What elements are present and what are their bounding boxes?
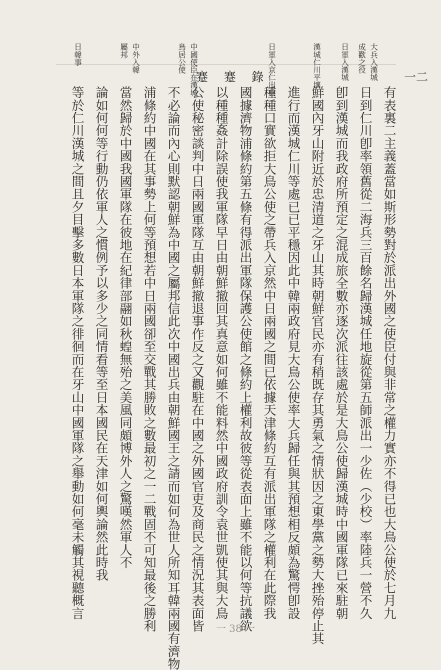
body-text-column: 種種口實欲拒大鳥公使之帶兵入京然中日兩國之間已依據天津條約互有派出軍隊之權利在此際我 [261, 86, 277, 620]
body-text-column: 當然歸於中國我國軍隊在彼地在紀律部翮如秋蝗無殆之美風同頗博外人之驚嘆然軍人不 [117, 86, 133, 569]
margin-note: 日軍入京仁出兵 [267, 43, 277, 97]
margin-note: 漢城仁川平壤 [312, 43, 322, 89]
margin-note: 中外入韓 [131, 43, 141, 74]
margin-note: 日韓事 [73, 43, 83, 66]
body-text-column: 公使秘密談判中日兩國軍隊互由朝鮮撤退事作反之又觀駐在中國之外國官吏及商民之情況其表面皆 [189, 86, 205, 633]
page-number: 一二 [404, 70, 429, 84]
margin-note: 成歡之役 [357, 43, 367, 74]
body-text-column: 以種種姦計除誤使我軍隊早日由朝鮮撤回其真意如何雖不能料然中國政府訓令袁世凱使其與大鳥 [213, 86, 229, 620]
margin-note: 屬邦 [119, 43, 129, 59]
body-text-column: 卽到漢城而我政府所預定之混成旅全數亦逐次派往該處於是大鳥公使歸漢城時中國軍隊已來駐朝 [333, 86, 349, 620]
margin-note: 日軍入漢城 [340, 43, 350, 81]
body-text-column: 進行而漢城仁川等處已已平穩因此中韓兩政府見大鳥公使率大兵歸任與其預想相反頗為驚愕卽設 [285, 86, 301, 620]
body-text-column: 日到仁川卽率領舊從二海兵三百餘名歸漢城任地旋從第五師派出一少佐（少校）率陸兵一營不久 [357, 86, 373, 620]
margin-note: 中國使臣在漢城 [189, 43, 199, 97]
body-text-column: 不必論而內心則默認朝鮮為中國之屬邦信此次中國出兵由朝鮮國王之請而如何為世人所知耳韓兩國有濟物 [165, 86, 181, 670]
body-text-column: 浦條約中國在其事勢上何等預想若中日兩國卻至交戰其勝敗之數最初之一二戰固不可知最後之勝利 [141, 86, 157, 633]
body-text-column: 等於仁川漢城之間且夕目擊多數日本軍隊之徘徊而在牙山中國軍隊之舉動如何毫未觸其視聽概言 [69, 86, 85, 620]
footer-page-mark: 一 38 一 [216, 624, 256, 635]
page-header-title: 蹇 蹇 錄 [196, 70, 270, 84]
margin-note: 大兵入漢城 [369, 43, 379, 81]
body-text-column: 鮮國內牙山附近於忠清道之牙山其時朝鮮官民亦有稍既存其勇氣之情狀因之東學黨之勢大挫殆停止其 [309, 86, 325, 645]
body-text-column: 有表裏二主義蓋當如斯形勢對於派出外國之使臣付與非常之權力實亦不得已也大鳥公使於七月九 [381, 86, 397, 620]
margin-note: 鳥居公使 [177, 43, 187, 74]
body-text-column: 論如何何等行動仍依軍人之慣例予以多少之同情看等至日本國民在天津如何輿論然此時我 [93, 86, 109, 582]
body-text-column: 國據濟物浦條約第五條有得派出軍隊保護公使館之條約上權利故彼等從表面上雖不能以何等抗議欲 [237, 86, 253, 633]
